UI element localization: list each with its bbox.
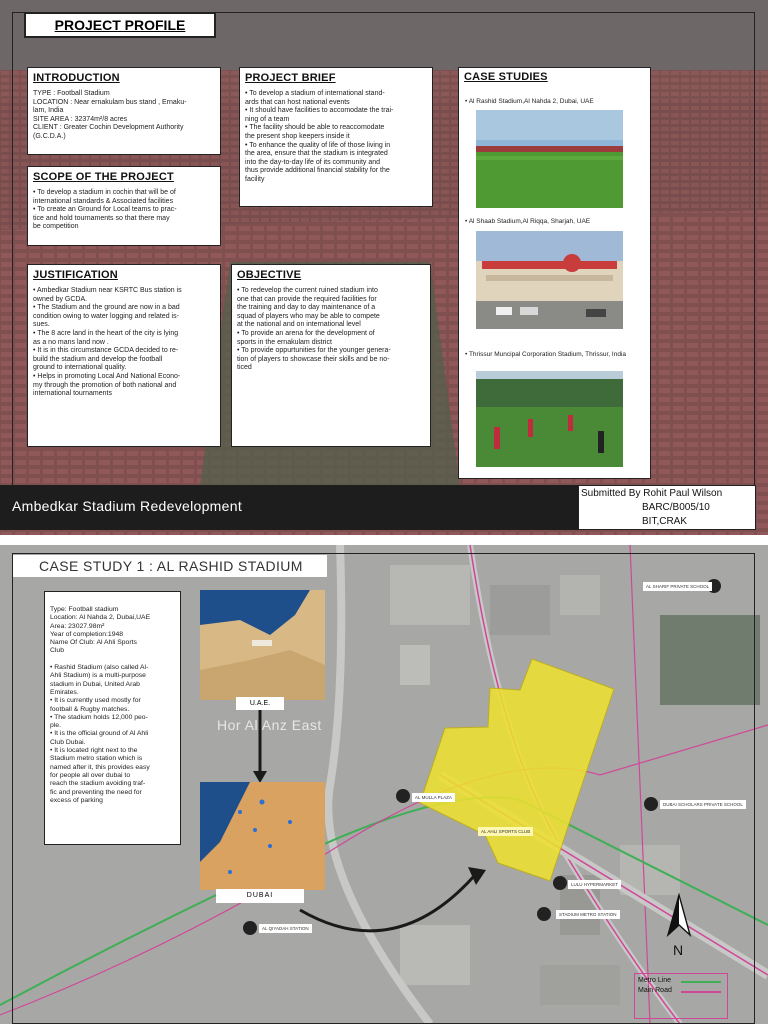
- introduction-text: TYPE : Football Stadium LOCATION : Near ernakulam bus stand , Ernaku- lam, India SITE AREA : 32374m²/8 acres CLIENT : Greater Cochin Development Authority (G.C.D.A.): [33, 90, 187, 140]
- project-brief-text: • To develop a stadium of international stand- ards that can host national events • It should have facilities to accomodate the trai- ning of a team • The facility should be able to reaccomodate the present shop keepers inside it • To enhance the quality of life of those living in the area, ensure that the stadium is integrated into the day-to-day life of its community and thus provide additional financial stability for the facility: [245, 90, 394, 183]
- north-label: N: [673, 942, 684, 958]
- map-pin-icon: [537, 907, 551, 921]
- case-study-item: • Thrissur Muncipal Corporation Stadium, Thrissur, India: [465, 351, 626, 358]
- map-pin-icon: [553, 876, 567, 890]
- dubai-map: [200, 782, 325, 890]
- place-label-dubai-scholars: DUBAI SCHOLARS PRIVATE SCHOOL: [660, 800, 746, 809]
- map-pin-icon: [243, 921, 257, 935]
- case-study-title-box: [13, 555, 327, 577]
- place-label-al-qiyadah: AL QIYADAH STATION: [259, 924, 312, 933]
- legend-road-label: Main Road: [638, 987, 672, 994]
- introduction-box: [27, 67, 221, 155]
- place-label-al-sharif: AL SHARIF PRIVATE SCHOOL: [643, 582, 712, 591]
- case-study-sheet: [0, 545, 768, 1024]
- dubai-map-label-box: [216, 889, 304, 903]
- map-legend: [634, 973, 728, 1019]
- header-title-box: [24, 12, 216, 38]
- submitted-id: BARC/B005/10: [642, 502, 710, 513]
- introduction-heading: INTRODUCTION: [33, 72, 120, 84]
- thrissur-stadium-photo: [476, 371, 623, 467]
- north-arrow-icon: [664, 893, 694, 939]
- footer-title: Ambedkar Stadium Redevelopment: [12, 498, 243, 514]
- uae-map-label: U.A.E.: [249, 700, 271, 707]
- scope-text: • To develop a stadium in cochin that will be of international standards & Associated facilities • To create an Ground for Local teams to prac- tice and hold tournaments so that there may be competition: [33, 189, 177, 231]
- justification-box: [27, 264, 221, 447]
- submitted-by: Submitted By Rohit Paul Wilson: [581, 488, 723, 499]
- uae-map: [200, 590, 325, 700]
- submitted-college: BIT,CRAK: [642, 516, 688, 527]
- place-label-al-ahli: AL AHLI SPORTS CLUB: [478, 827, 533, 836]
- case-study-item: • Al Rashid Stadium,Al Nahda 2, Dubai, UAE: [465, 98, 594, 105]
- uae-map-label-box: [236, 697, 284, 710]
- legend-metro-label: Metro Line: [638, 977, 672, 984]
- case-studies-box: [458, 67, 651, 479]
- shaab-stadium-photo: [476, 231, 623, 329]
- dubai-map-label: DUBAI: [246, 892, 274, 899]
- justification-heading: JUSTIFICATION: [33, 269, 118, 281]
- stadium-info-box: [44, 591, 181, 845]
- justification-text: • Ambedkar Stadium near KSRTC Bus station is owned by GCDA. • The Stadium and the ground are now in a bad condition owing to water logging and related is- sues. • The 8 acre land in the heart of the city is lying as a no mans land now . • It is in this circumstance GCDA decided to re- build the stadium and develop the football ground to international quality. • Helps in promoting Local And National Econo- my through the promotion of both national and international tournaments: [33, 287, 182, 398]
- scope-heading: SCOPE OF THE PROJECT: [33, 171, 174, 183]
- area-name: Hor Al Anz East: [217, 717, 322, 733]
- objective-box: [231, 264, 431, 447]
- place-label-metro: STADIUM METRO STATION: [556, 910, 620, 919]
- submitted-box: [578, 485, 756, 530]
- rashid-stadium-photo: [476, 110, 623, 208]
- case-studies-heading: CASE STUDIES: [464, 71, 548, 83]
- objective-text: • To redevelop the current ruined stadium into one that can provide the required facilities for the training and day to day maintenance of a squad of players who may be able to compete at the national and on international level • To provide an arena for the development of sports in the ernakulam district • To provide oppurtunities for the younger genera- tion of players to showcase their skills and be no- ticed: [237, 287, 391, 372]
- stadium-info-text: Type: Football stadium Location: Al Nahda 2, Dubai,UAE Area: 23027.98m² Year of completion:1948 Name Of Club: Al Ahli Sports Club • Rashid Stadium (also called Al- Ahli Stadium) is a multi-purpose stadium in Dubai, United Arab Emirates. • It is currently used mostly for football & Rugby matches. • The stadium holds 12,000 peo- ple. • It is the official ground of Al Ahli Club Dubai. • It is located right next to the Stadium metro station which is named after it, this provides easy for people all over dubai to reach the stadium avoiding traf- fic and preventing the need for excess of parking: [50, 606, 151, 804]
- objective-heading: OBJECTIVE: [237, 269, 302, 281]
- case-study-title: CASE STUDY 1 : AL RASHID STADIUM: [39, 558, 303, 574]
- map-pin-icon: [644, 797, 658, 811]
- legend-road-swatch: [681, 991, 721, 993]
- map-pin-icon: [396, 789, 410, 803]
- place-label-lulu: LULU HYPERMARKET: [568, 880, 621, 889]
- legend-metro-swatch: [681, 981, 721, 983]
- place-label-al-mulla: AL MULLA PLAZA: [412, 793, 455, 802]
- case-study-item: • Al Shaab Stadium,Al Riqqa, Sharjah, UAE: [465, 218, 591, 225]
- footer-bar: [0, 485, 578, 530]
- scope-box: [27, 166, 221, 246]
- project-brief-box: [239, 67, 433, 207]
- page-title: PROJECT PROFILE: [54, 17, 186, 33]
- project-brief-heading: PROJECT BRIEF: [245, 72, 336, 84]
